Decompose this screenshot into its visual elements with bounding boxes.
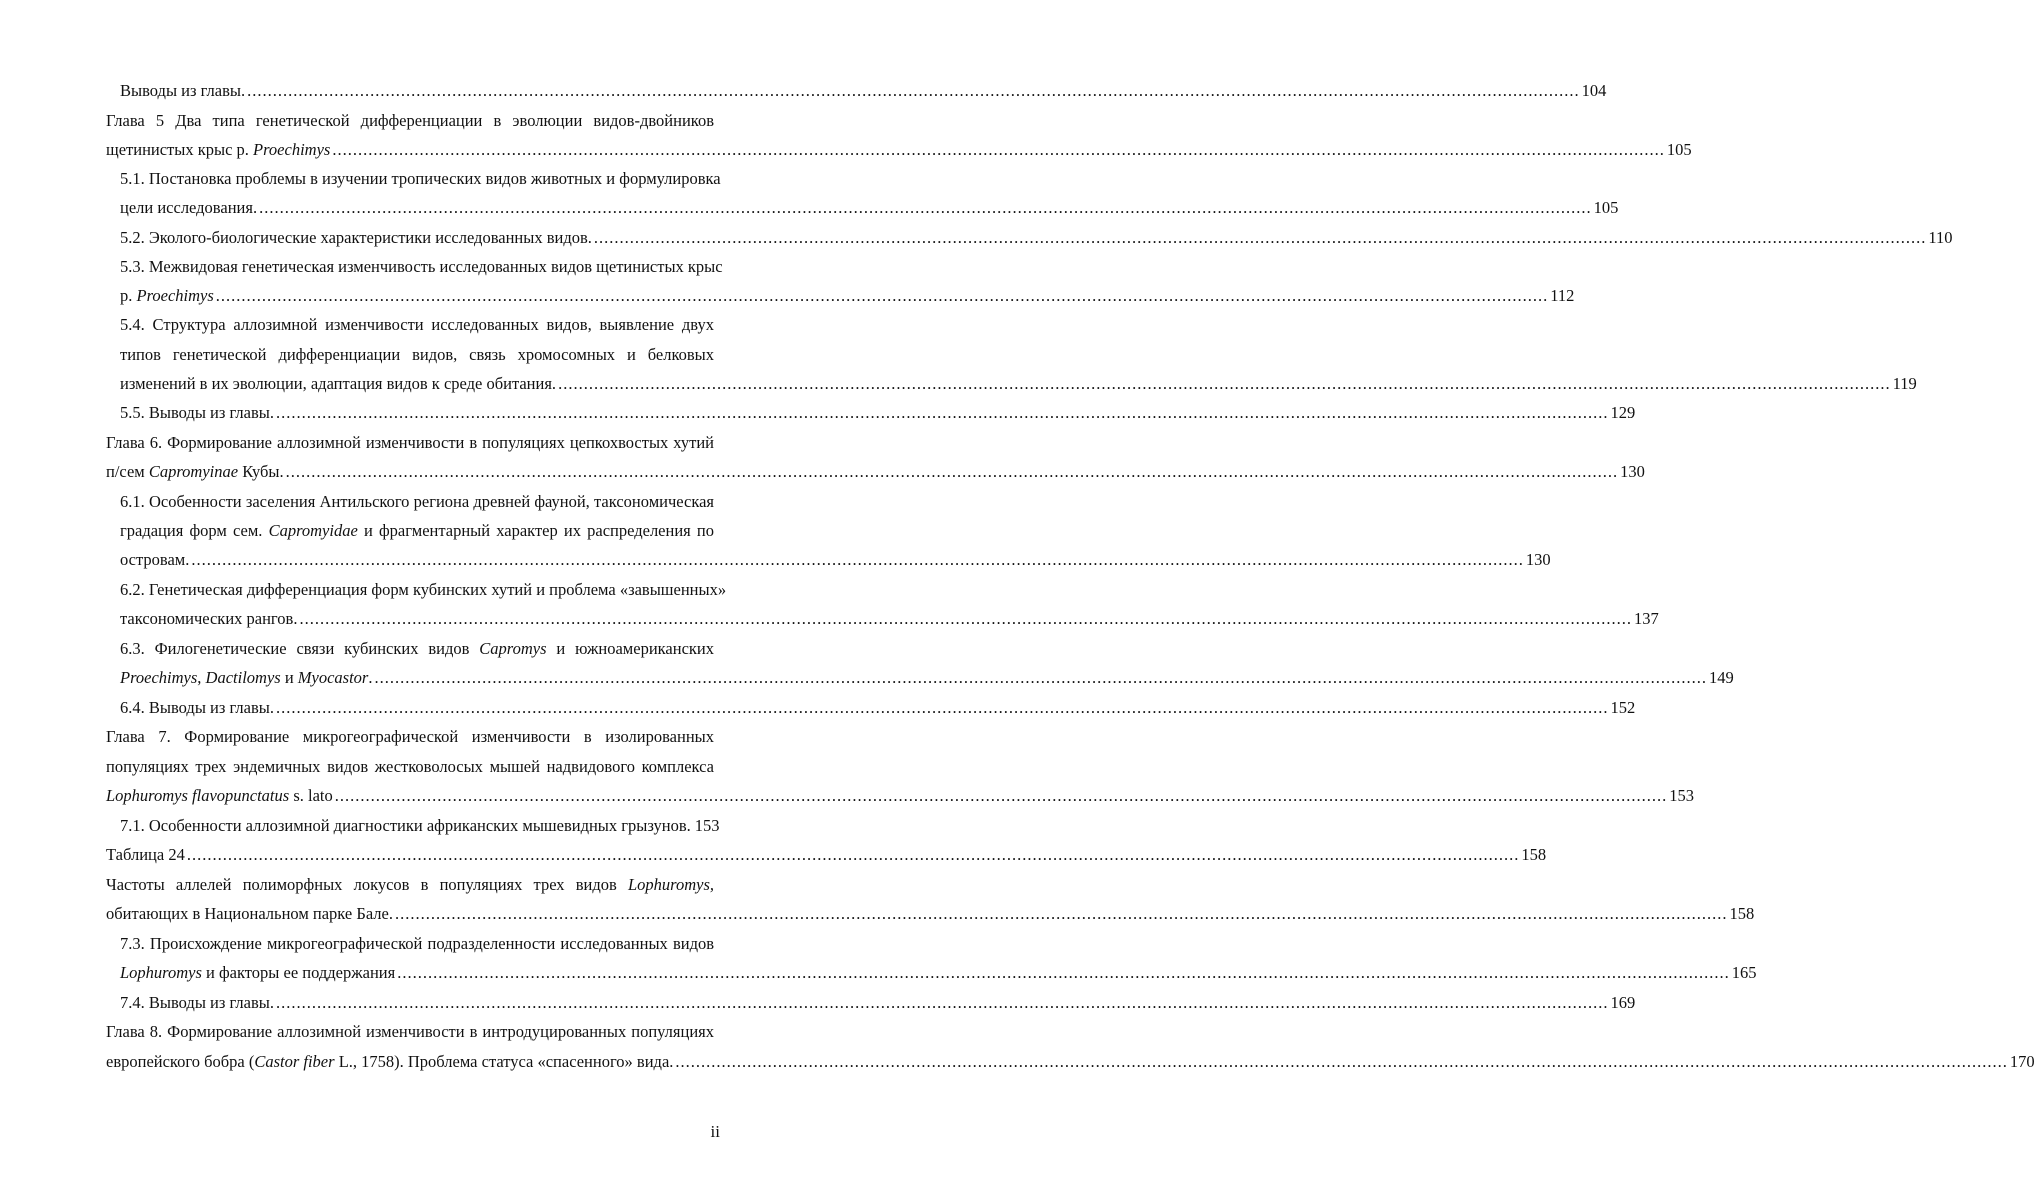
toc-page-number: 152 [1610, 698, 1636, 717]
toc-text-segment: и фрагментарный характер их распределения по [357, 521, 714, 540]
toc-page-number: 169 [1610, 993, 1636, 1012]
toc-entry-title [106, 1047, 673, 1076]
toc-text-segment: 5.3. Межвидовая генетическая изменчивость исследованных видов щетинистых крыс [120, 257, 723, 276]
toc-entry-title [106, 840, 185, 869]
toc-entry [120, 811, 720, 840]
toc-entry-title [120, 193, 257, 222]
toc-entry [120, 223, 1953, 252]
toc-text-segment: Глава 8. Формирование аллозимной изменчивости в интродуцированных популяциях [106, 1022, 714, 1041]
dot-leader: .................................................................................................................................................................................................................................................................... [558, 374, 1891, 393]
toc-text-segment: Myocastor [297, 668, 369, 687]
toc-entry-continuation [120, 310, 714, 339]
toc-text-segment: Capromyinae [148, 462, 239, 481]
toc-entry [106, 457, 1645, 486]
dot-leader: .................................................................................................................................................................................................................................................................... [395, 904, 1728, 923]
toc-entry-title [120, 223, 592, 252]
toc-text-segment: 7.3. Происхождение микрогеографической подразделенности исследованных видов [120, 934, 714, 953]
toc-entry-title [120, 604, 297, 633]
toc-entry-continuation [120, 487, 714, 516]
toc-entry-continuation [120, 164, 721, 193]
dot-leader: .................................................................................................................................................................................................................................................................... [276, 698, 1609, 717]
toc-entry [106, 781, 1694, 810]
toc-text-segment: Таблица 24 [106, 845, 185, 864]
toc-text-segment: п/сем [106, 462, 149, 481]
toc-text-segment: , [197, 668, 206, 687]
toc-entry [120, 663, 1734, 692]
toc-entry-continuation [106, 1017, 714, 1046]
toc-text-segment: типов генетической дифференциации видов, связь хромосомных и белковых [120, 345, 714, 364]
toc-entry [106, 1047, 2035, 1076]
toc-text-segment: Proechimys [120, 668, 198, 687]
toc-text-segment: и факторы ее поддержания [201, 963, 396, 982]
toc-entry-continuation [106, 870, 714, 899]
toc-text-segment: островам. [120, 550, 190, 569]
toc-page-number: 105 [1593, 198, 1619, 217]
toc-page-number: 158 [1729, 904, 1755, 923]
toc-page-number: 130 [1620, 462, 1645, 481]
toc-text-segment: и [280, 668, 298, 687]
dot-leader: .................................................................................................................................................................................................................................................................... [675, 1052, 2008, 1071]
dot-leader: .................................................................................................................................................................................................................................................................... [397, 963, 1730, 982]
toc-entry [120, 958, 1757, 987]
toc-text-segment: европейского бобра ( [106, 1052, 255, 1071]
toc-entry-continuation [120, 252, 723, 281]
page-number: ii [710, 1122, 720, 1141]
toc-text-segment: 6.4. Выводы из главы. [120, 698, 274, 717]
toc-text-segment: 6.1. Особенности заселения Антильского региона древней фауной, таксономическая [120, 492, 714, 511]
toc-text-segment: и южноамериканских [546, 639, 714, 658]
toc-entry-title [106, 135, 330, 164]
toc-text-segment: s. lato [289, 786, 333, 805]
toc-page-number: 153 [1669, 786, 1694, 805]
toc-entry-title [120, 398, 274, 427]
dot-leader: .................................................................................................................................................................................................................................................................... [247, 81, 1580, 100]
toc-entry [120, 604, 1659, 633]
toc-entry [120, 693, 1636, 722]
dot-leader: .................................................................................................................................................................................................................................................................... [299, 609, 1632, 628]
toc-entry-title [120, 988, 274, 1017]
toc-page-number: 110 [1928, 228, 1953, 247]
toc-text-segment: изменений в их эволюции, адаптация видов к среде обитания. [120, 374, 557, 393]
toc-page-number: 129 [1610, 403, 1636, 422]
toc-page-number: 149 [1708, 668, 1734, 687]
toc-text-segment: популяциях трех эндемичных видов жестковолосых мышей надвидового комплекса [106, 757, 714, 776]
toc-entry-continuation [120, 634, 714, 663]
toc-text-segment: 5.4. Структура аллозимной изменчивости исследованных видов, выявление двух [120, 315, 714, 334]
dot-leader: .................................................................................................................................................................................................................................................................... [374, 668, 1707, 687]
toc-page-number: 119 [1892, 374, 1917, 393]
toc-entry [120, 398, 1636, 427]
toc-text-segment: Кубы. [238, 462, 284, 481]
toc-entry-continuation [106, 106, 714, 135]
dot-leader: .................................................................................................................................................................................................................................................................... [215, 286, 1549, 305]
toc-text-segment: . [368, 668, 373, 687]
toc-page-number: 105 [1666, 140, 1692, 159]
toc-entry-title [120, 76, 245, 105]
dot-leader: .................................................................................................................................................................................................................................................................... [593, 228, 1927, 247]
toc-entry-continuation [106, 722, 714, 751]
toc-text-segment: L., 1758). Проблема статуса «спасенного» вида. [334, 1052, 674, 1071]
dot-leader: .................................................................................................................................................................................................................................................................... [276, 993, 1609, 1012]
toc-text-segment: 6.2. Генетическая дифференциация форм кубинских хутий и проблема «завышенных» [120, 580, 727, 599]
toc-entry [120, 545, 1551, 574]
toc-text-segment: 5.2. Эколого-биологические характеристики исследованных видов. [120, 228, 592, 247]
toc-page-number: 165 [1731, 963, 1757, 982]
dot-leader: .................................................................................................................................................................................................................................................................... [259, 198, 1592, 217]
dot-leader: .................................................................................................................................................................................................................................................................... [334, 786, 1668, 805]
toc-entry-continuation [120, 516, 714, 545]
toc-entry [106, 135, 1692, 164]
toc-entry-title [106, 899, 393, 928]
toc-text-segment: градация форм сем. [120, 521, 269, 540]
toc-text-segment: Глава 7. Формирование микрогеографической изменчивости в изолированных [106, 727, 714, 746]
toc-entry-title [120, 663, 372, 692]
toc-entry [120, 193, 1619, 222]
toc-entry [106, 899, 1755, 928]
dot-leader: .................................................................................................................................................................................................................................................................... [332, 140, 1665, 159]
dot-leader: .................................................................................................................................................................................................................................................................... [276, 403, 1609, 422]
toc-entry-title [120, 281, 214, 310]
toc-entry-title [106, 457, 284, 486]
toc-entry-continuation [120, 575, 727, 604]
toc-text-segment: 7.4. Выводы из главы. [120, 993, 274, 1012]
toc-text-segment: 7.1. Особенности аллозимной диагностики африканских мышевидных грызунов. [120, 816, 691, 835]
toc-text-segment: Lophuromys flavopunctatus [106, 786, 290, 805]
toc-text-segment: Dactilomys [205, 668, 281, 687]
toc-page-number: 170 [2009, 1052, 2035, 1071]
toc-entry [120, 76, 1607, 105]
toc-text-segment: щетинистых крыс р. [106, 140, 254, 159]
toc-entry [120, 281, 1575, 310]
dot-leader: .................................................................................................................................................................................................................................................................... [285, 462, 1619, 481]
toc-text-segment: Lophuromys [120, 963, 202, 982]
dot-leader: .................................................................................................................................................................................................................................................................... [186, 845, 1520, 864]
toc-text-segment: Capromys [479, 639, 547, 658]
toc-text-segment: 5.5. Выводы из главы. [120, 403, 274, 422]
toc-entry [120, 369, 1917, 398]
toc-text-segment: Proechimys [253, 140, 331, 159]
toc-entry-continuation [120, 929, 714, 958]
toc-entry [120, 988, 1636, 1017]
toc-entry-title [120, 545, 189, 574]
toc-entry-continuation [106, 752, 714, 781]
toc-entry-continuation [120, 340, 714, 369]
toc-page-number: 137 [1633, 609, 1659, 628]
toc-text-segment: 6.3. Филогенетические связи кубинских видов [120, 639, 480, 658]
toc-text-segment: Глава 5 Два типа генетической дифференциации в эволюции видов-двойников [106, 111, 714, 130]
toc-text-segment: таксономических рангов. [120, 609, 298, 628]
toc-page-number: 158 [1521, 845, 1547, 864]
toc-page-number: 112 [1550, 286, 1575, 305]
toc-text-segment: Capromyidae [268, 521, 358, 540]
toc-entry-title [120, 958, 395, 987]
toc-text-segment: Выводы из главы. [120, 81, 246, 100]
toc-entry [106, 840, 1547, 869]
toc-entry-title [120, 811, 691, 840]
toc-text-segment: Castor fiber [254, 1052, 335, 1071]
toc-page-number: 104 [1581, 81, 1607, 100]
toc-text-segment: 5.1. Постановка проблемы в изучении тропических видов животных и формулировка [120, 169, 721, 188]
toc-page-number: 130 [1525, 550, 1551, 569]
toc-text-segment: Lophuromys, [627, 875, 714, 894]
toc-text-segment: Частоты аллелей полиморфных локусов в популяциях трех видов [106, 875, 628, 894]
toc-text-segment: р. [120, 286, 137, 305]
toc-text-segment: цели исследования. [120, 198, 258, 217]
dot-leader: .................................................................................................................................................................................................................................................................... [191, 550, 1524, 569]
toc-page-number: 153 [694, 816, 720, 835]
toc-text-segment: Глава 6. Формирование аллозимной изменчивости в популяциях цепкохвостых хутий [106, 433, 714, 452]
toc-entry-title [106, 781, 333, 810]
toc-entry-title [120, 369, 556, 398]
toc-text-segment: Proechimys [136, 286, 214, 305]
toc-text-segment: обитающих в Национальном парке Бале. [106, 904, 393, 923]
toc-entry-title [120, 693, 274, 722]
toc-entry-continuation [106, 428, 714, 457]
